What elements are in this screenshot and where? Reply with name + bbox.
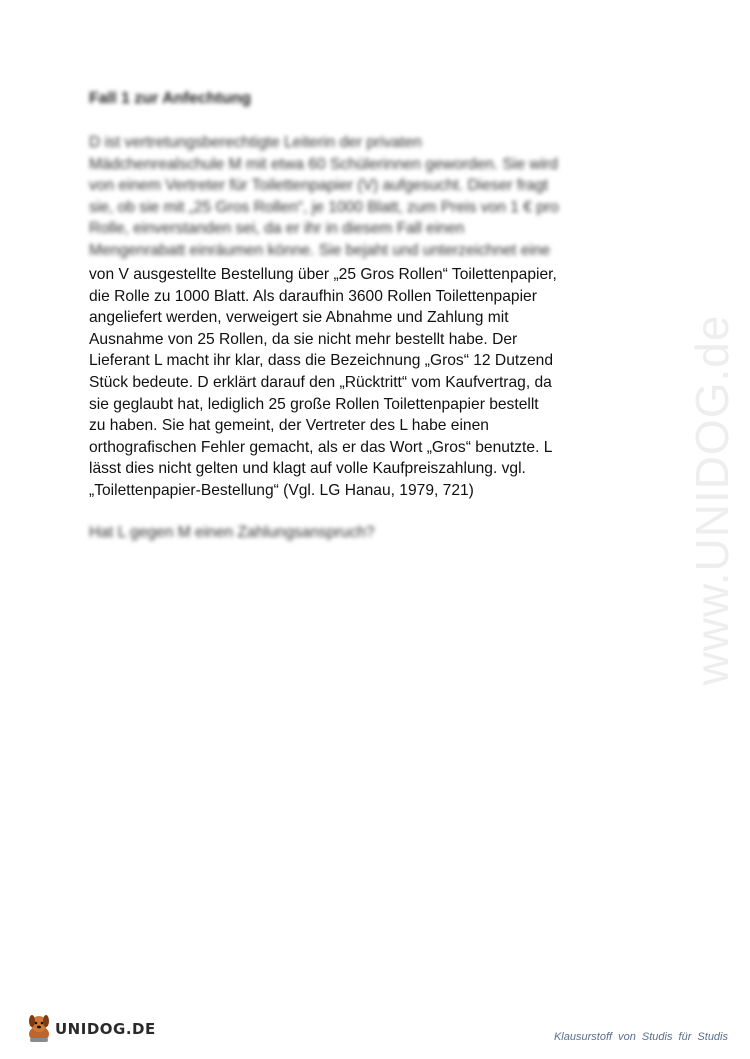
footer-tagline: Klausurstoff von Studis für Studis xyxy=(553,1031,728,1043)
case-question: Hat L gegen M einen Zahlungsanspruch? xyxy=(89,524,375,541)
text-line: orthografischen Fehler gemacht, als er das Wort „Gros“ benutzte. L xyxy=(89,438,553,456)
text-line: Stück bedeute. D erklärt darauf den „Rücktritt“ vom Kaufvertrag, da xyxy=(89,373,552,391)
blurred-paragraph xyxy=(89,132,669,262)
text-line: D ist vertretungsberechtigte Leiterin der privaten xyxy=(89,134,422,151)
case-title: Fall 1 zur Anfechtung xyxy=(89,90,252,107)
unidog-logo xyxy=(22,1012,156,1048)
text-line: Lieferant L macht ihr klar, dass die Bezeichnung „Gros“ 12 Dutzend xyxy=(89,352,554,370)
text-line: die Rolle zu 1000 Blatt. Als daraufhin 3600 Rollen Toilettenpapier xyxy=(89,287,537,305)
text-line: „Toilettenpapier-Bestellung“ (Vgl. LG Hanau, 1979, 721) xyxy=(89,481,474,499)
dog-icon xyxy=(22,1012,56,1046)
text-line: Ausnahme von 25 Rollen, da sie nicht mehr bestellt habe. Der xyxy=(89,330,518,348)
logo-text: UNIDOG.DE xyxy=(55,1020,156,1038)
text-line: zu haben. Sie hat gemeint, der Vertreter des L habe einen xyxy=(89,417,489,435)
text-line: von einem Vertreter für Toilettenpapier (V) aufgesucht. Dieser fragt xyxy=(89,177,549,195)
visible-paragraph xyxy=(89,264,689,502)
text-line: Mengenrabatt einräumen könne. Sie bejaht und unterzeichnet eine xyxy=(89,241,551,259)
text-line: lässt dies nicht gelten und klagt auf volle Kaufpreiszahlung. vgl. xyxy=(89,460,526,478)
watermark-text: www.UNIDOG.de xyxy=(686,314,738,686)
text-line: Rolle, einverstanden sei, da er ihr in diesem Fall einen xyxy=(89,220,465,238)
text-line: sie geglaubt hat, lediglich 25 große Rollen Toilettenpapier bestellt xyxy=(89,395,539,413)
text-line: von V ausgestellte Bestellung über „25 Gros Rollen“ Toilettenpapier, xyxy=(89,266,557,283)
text-line: angeliefert werden, verweigert sie Abnahme und Zahlung mit xyxy=(89,309,509,327)
text-line: sie, ob sie mit „25 Gros Rollen“, je 1000 Blatt, zum Preis von 1 € pro xyxy=(89,198,559,216)
text-line: Mädchenrealschule M mit etwa 60 Schülerinnen geworden. Sie wird xyxy=(89,155,558,173)
